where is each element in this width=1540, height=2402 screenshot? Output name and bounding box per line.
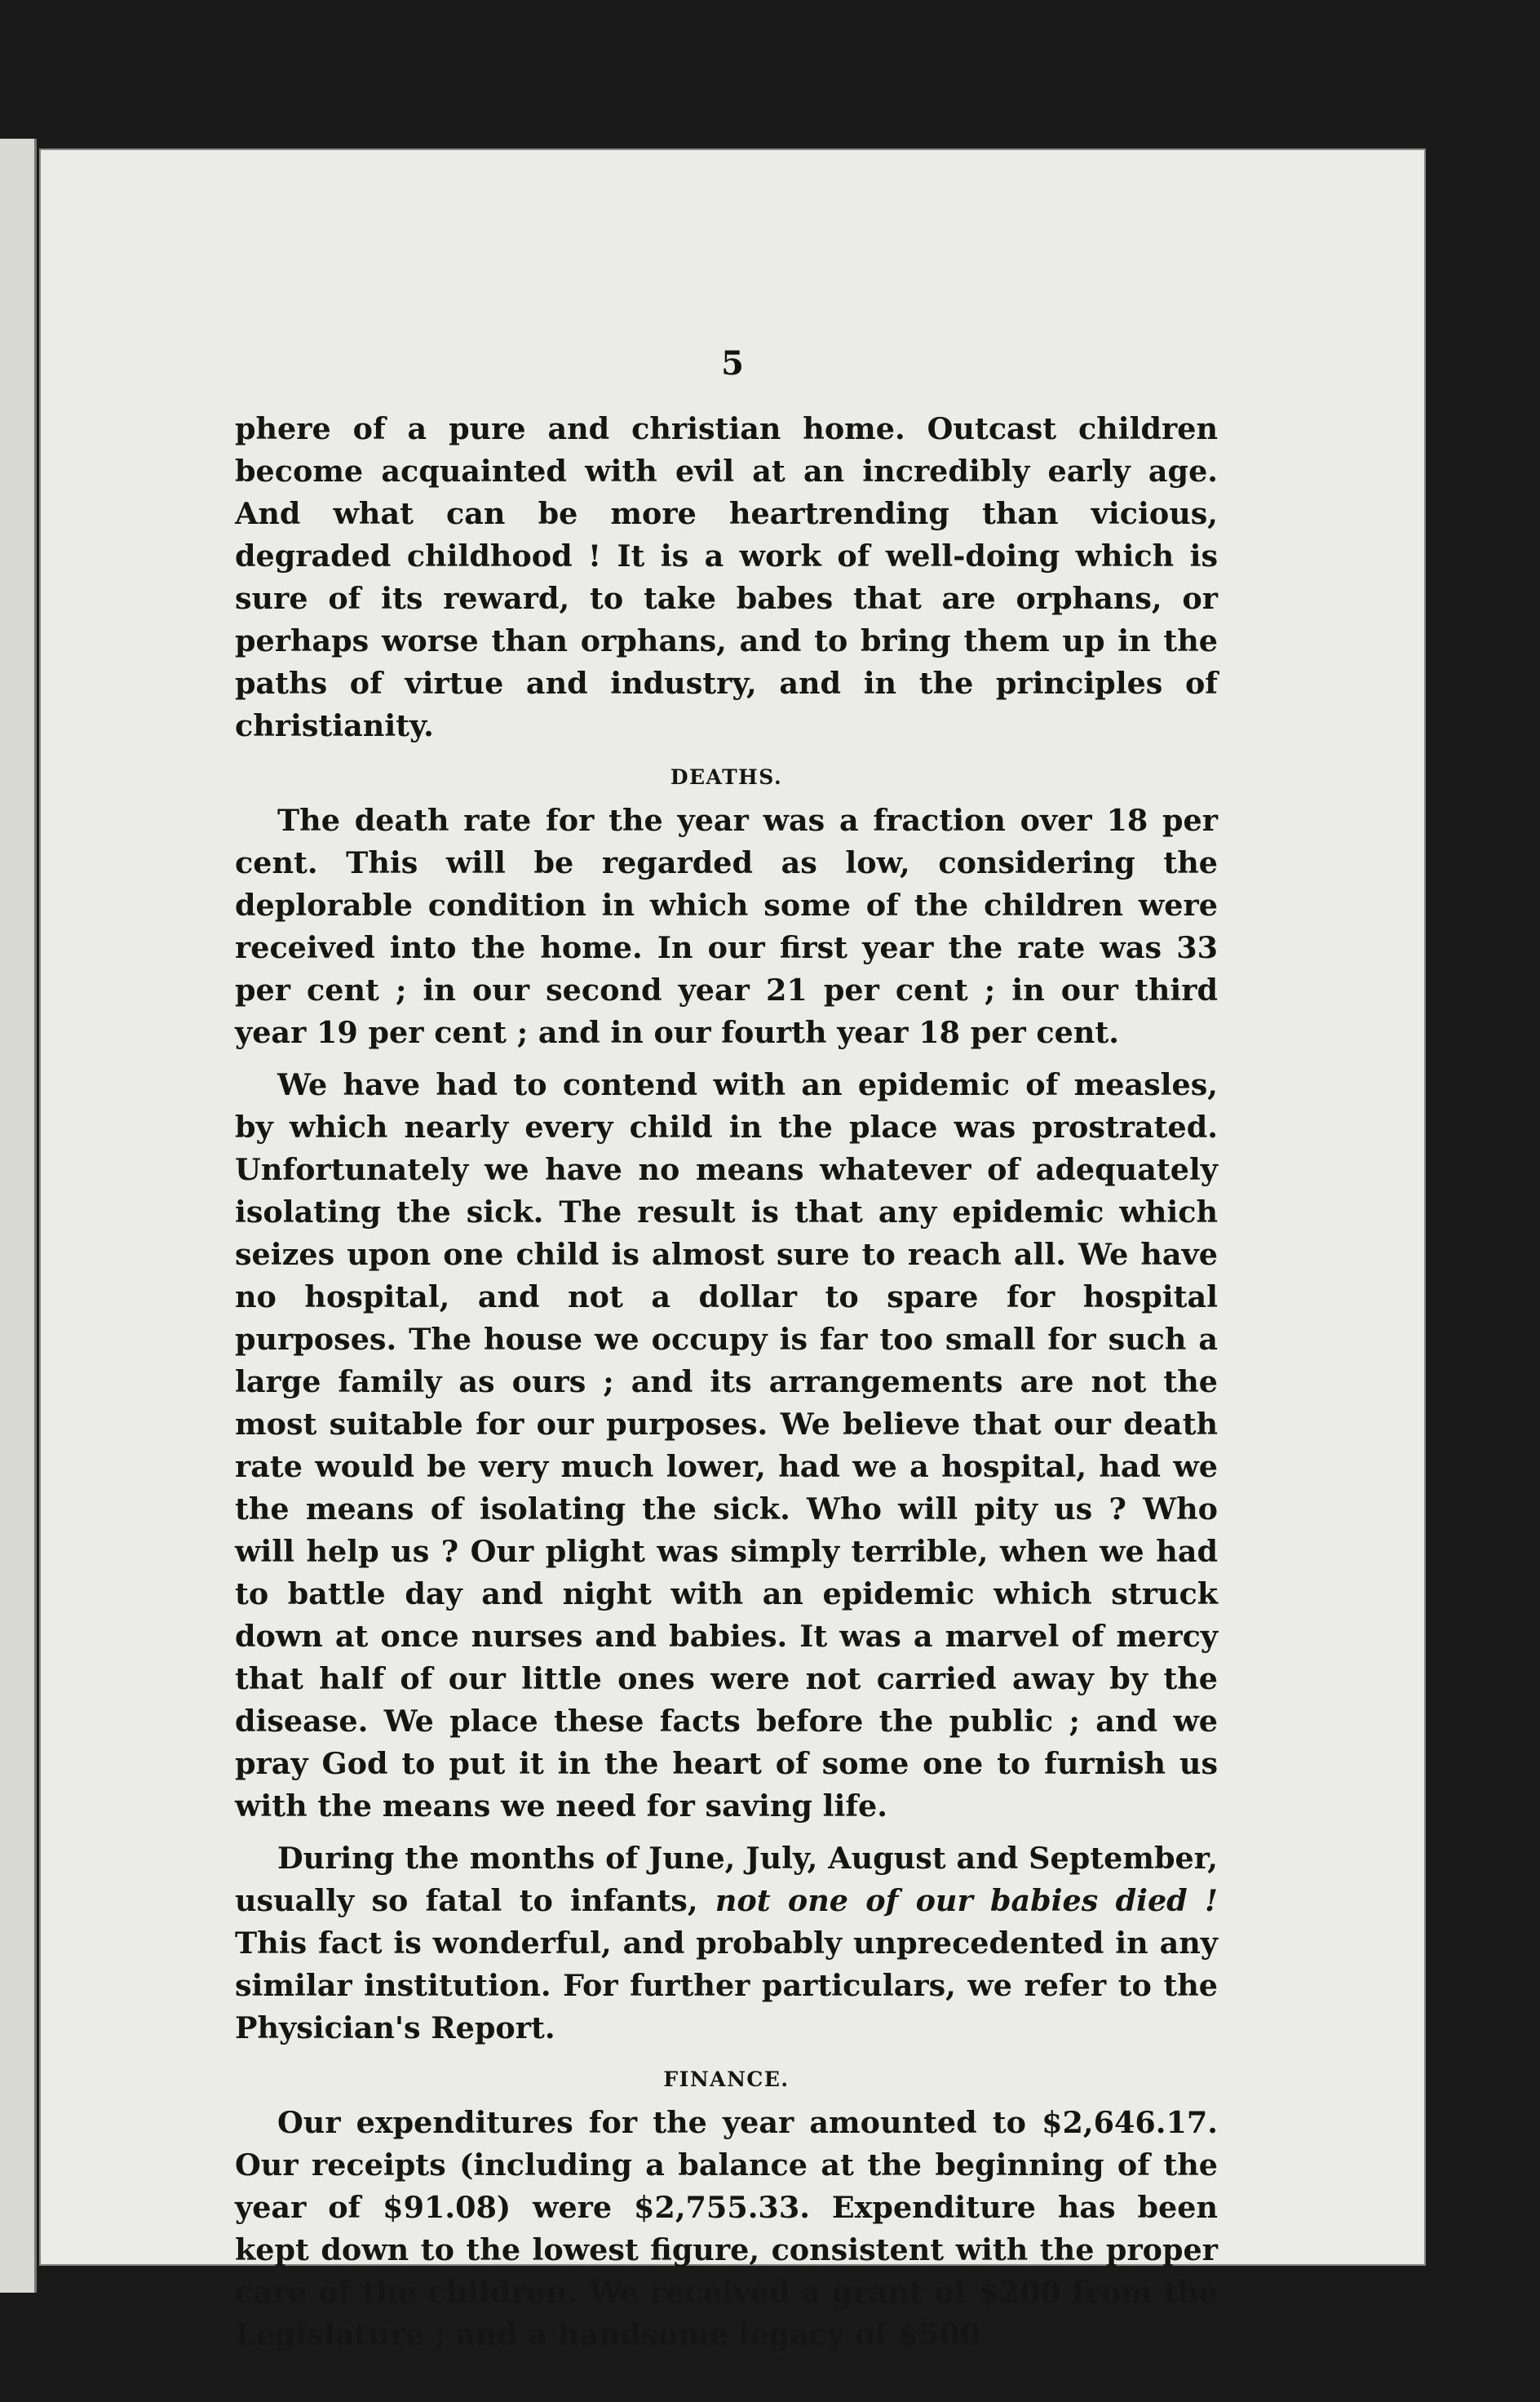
- deaths-paragraph-3-text-after: This fact is wonderful, and probably unprecedented in any similar institution. For further particulars, we refer to the Physician's Report.: [235, 1926, 1218, 2045]
- deaths-paragraph-3-emphasis: not one of our babies died !: [715, 1883, 1218, 1918]
- deaths-paragraph-3-text-before: During the months of June, July, August and September, usually so fatal to infants,: [235, 1841, 1218, 1918]
- page-number: 5: [721, 344, 744, 383]
- deaths-paragraph-3: [235, 1837, 1218, 2050]
- section-heading-deaths: DEATHS.: [670, 765, 783, 789]
- adjacent-page-edge: [0, 139, 37, 2293]
- deaths-paragraph-1: The death rate for the year was a fraction over 18 per cent. This will be regarded as low, considering the deplorable condition in which some of the children were received into the home. In our first year the rate was 33 per cent ; in our second year 21 per cent ; in our third year 19 per cent ; and in our fourth year 18 per cent.: [235, 803, 1218, 1050]
- intro-paragraph: phere of a pure and christian home. Outcast children become acquainted with evil at an incredibly early age. And what can be more heartrending than vicious, degraded childhood ! It is a work of well-doing which is sure of its reward, to take babes that are orphans, or perhaps worse than orphans, and to bring them up in the paths of virtue and industry, and in the principles of christianity.: [235, 411, 1218, 743]
- document-page: [39, 148, 1426, 2352]
- finance-paragraph-1: Our expenditures for the year amounted to $2,646.17. Our receipts (including a balance at the beginning of the year of $91.08) were $2,755.33. Expenditure has been kept down to the lowest figure, consistent with the proper care of the children. We received a grant of $200 from the Legislature ; and a handsome legacy of $500: [235, 2105, 1218, 2352]
- page-body: [235, 408, 1218, 2356]
- deaths-paragraph-2: We have had to contend with an epidemic of measles, by which nearly every child in the place was prostrated. Unfortunately we have no means whatever of adequately isolating the sick. The result is that any epidemic which seizes upon one child is almost sure to reach all. We have no hospital, and not a dollar to spare for hospital purposes. The house we occupy is far too small for such a large family as ours ; and its arrangements are not the most suitable for our purposes. We believe that our death rate would be very much lower, had we a hospital, had we the means of isolating the sick. Who will pity us ? Who will help us ? Our plight was simply terrible, when we had to battle day and night with an epidemic which struck down at once nurses and babies. It was a marvel of mercy that half of our little ones were not carried away by the disease. We place these facts before the public ; and we pray God to put it in the heart of some one to furnish us with the means we need for saving life.: [235, 1067, 1218, 1824]
- section-heading-finance: FINANCE.: [663, 2067, 790, 2091]
